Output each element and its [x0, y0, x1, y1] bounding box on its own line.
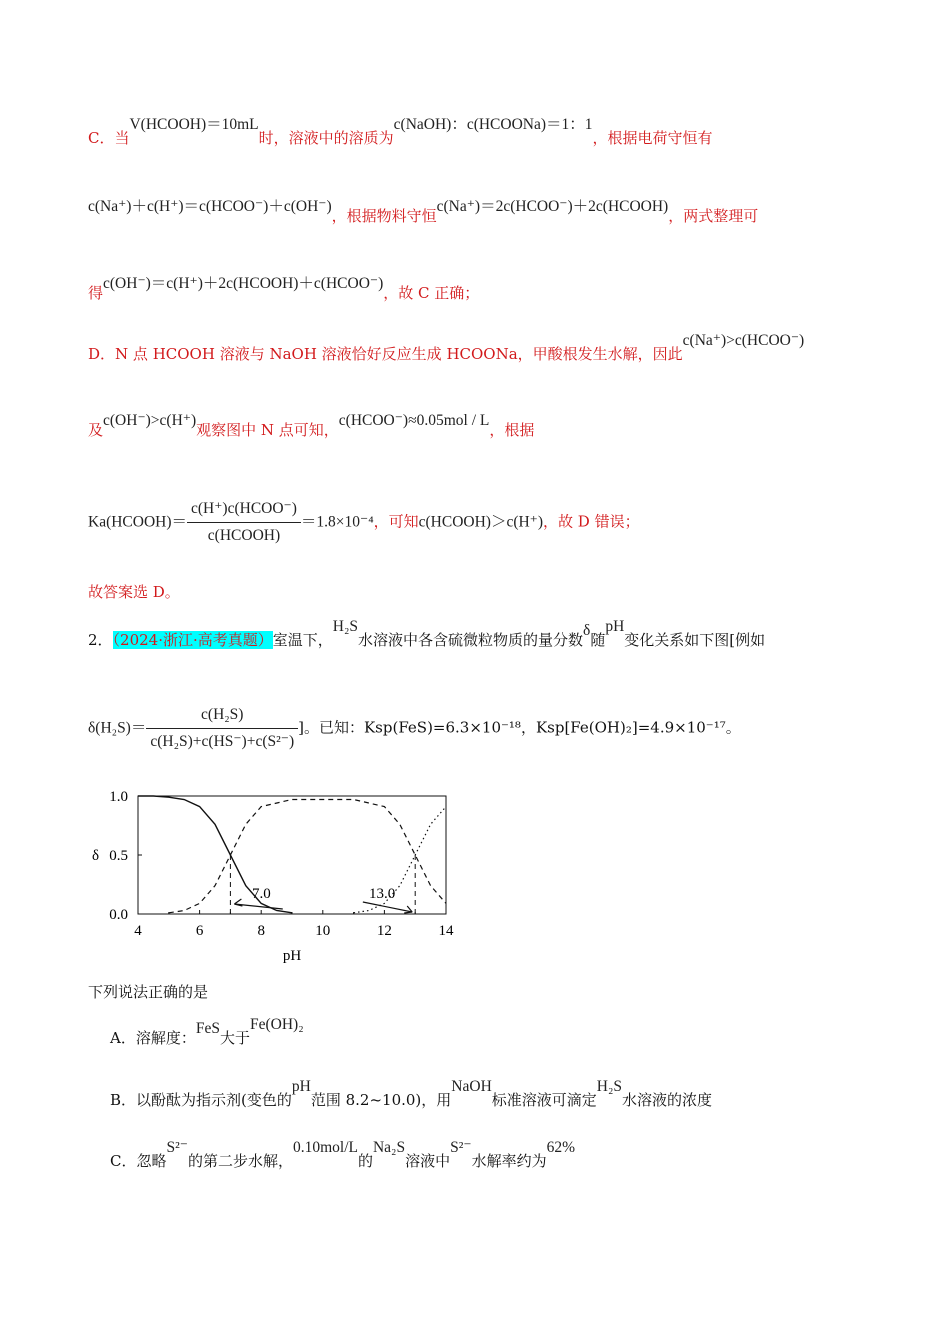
analysis-d-line2: 及c(OH⁻)>c(H⁺)观察图中 N 点可知，c(HCOO⁻)≈0.05mol / L，根据	[88, 412, 535, 439]
formula: Fe(OH)₂	[249, 1016, 304, 1033]
x-tick-label: 14	[438, 923, 454, 939]
question-2-stem: 2．（2024·浙江·高考真题）室温下，H₂S水溶液中各含硫微粒物质的量分数δ随pH变化关系如下图[例如	[88, 618, 766, 649]
formula: c(HCOOH)＞c(H⁺)	[418, 513, 544, 531]
option-a: A．溶解度：FeS大于Fe(OH)₂	[110, 1016, 304, 1047]
formula: c(Na⁺)＝2c(HCOO⁻)＋2c(HCOOH)	[436, 198, 669, 215]
distribution-chart	[86, 782, 466, 967]
x-axis-label: pH	[282, 948, 302, 964]
formula: c(HCOO⁻)≈0.05mol / L	[338, 412, 490, 429]
plot-frame	[138, 796, 446, 914]
formula: c(Na⁺)＋c(H⁺)＝c(HCOO⁻)＋c(OH⁻)	[88, 198, 332, 215]
formula: c(OH⁻)>c(H⁺)	[103, 412, 197, 429]
arrow-13	[363, 902, 412, 912]
annotation-label: 13.0	[369, 886, 396, 902]
x-tick-label: 4	[134, 923, 142, 939]
analysis-c-line3: 得c(OH⁻)＝c(H⁺)＋2c(HCOOH)＋c(HCOO⁻)，故 C 正确；	[88, 275, 480, 302]
formula: S²⁻	[166, 1139, 188, 1156]
formula: c(NaOH)：c(HCOONa)＝1：1	[393, 116, 593, 133]
formula: H₂S	[332, 618, 358, 635]
formula: 0.10mol/L	[292, 1139, 358, 1156]
answer-line: 故答案选 D。	[88, 583, 180, 601]
question-prompt: 下列说法正确的是	[88, 983, 209, 1001]
option-c: C．忽略S²⁻的第二步水解，0.10mol/L的Na₂S溶液中S²⁻水解率约为62%	[110, 1139, 575, 1170]
formula: S²⁻	[450, 1139, 472, 1156]
series-line-dotted	[354, 807, 446, 913]
x-tick-label: 8	[257, 923, 265, 939]
x-tick-label: 12	[376, 923, 392, 939]
formula: V(HCOOH)＝10mL	[129, 116, 259, 133]
x-tick-label: 10	[315, 923, 331, 939]
annotation-label: 7.0	[251, 886, 271, 902]
y-axis-label: δ	[92, 848, 100, 864]
source-tag: （2024·浙江·高考真题）	[112, 631, 273, 649]
y-tick-label: 0.0	[109, 907, 128, 923]
formula: c(Na⁺)>c(HCOO⁻)	[682, 332, 805, 349]
arrow-7	[234, 904, 282, 909]
delta-fraction: $\frac{\text{c(H₂S)}}{\text{c(H₂S)+c(HS⁻)+c(S²⁻)}}$	[146, 704, 298, 753]
analysis-d-line1: D．N 点 HCOOH 溶液与 NaOH 溶液恰好反应生成 HCOONa，甲酸根发生水解，因此c(Na⁺)>c(HCOO⁻)	[88, 332, 805, 363]
analysis-c-line2: c(Na⁺)＋c(H⁺)＝c(HCOO⁻)＋c(OH⁻)，根据物料守恒c(Na⁺)＝2c(HCOO⁻)＋2c(HCOOH)，两式整理可	[88, 198, 759, 225]
ka-fraction: $\frac{\text{c(H⁺)c(HCOO⁻)}}{\text{c(HCOOH)}}$	[187, 498, 301, 547]
formula: 62%	[546, 1139, 575, 1156]
formula: FeS	[195, 1020, 220, 1037]
analysis-c-line1: C．当V(HCOOH)＝10mL时，溶液中的溶质为c(NaOH)：c(HCOONa)＝1：1，根据电荷守恒有	[88, 116, 713, 147]
question-2-definition: δ(H₂S)＝ $\frac{\text{c(H₂S)}}{\text{c(H₂S)+c(HS⁻)+c(S²⁻)}}$ ]。已知：Ksp(FeS)=6.3×10⁻¹⁸，Ksp[Fe(OH)₂]=4.9×10⁻¹⁷。	[88, 704, 741, 753]
formula: H₂S	[596, 1078, 622, 1095]
formula: NaOH	[451, 1078, 492, 1095]
formula: Na₂S	[372, 1139, 406, 1156]
option-b: B．以酚酞为指示剂(变色的pH范围 8.2~10.0)，用NaOH标准溶液可滴定H₂S水溶液的浓度	[110, 1078, 713, 1109]
formula: δ	[583, 622, 591, 639]
formula: pH	[291, 1078, 311, 1095]
formula: c(OH⁻)＝c(H⁺)＋2c(HCOOH)＋c(HCOO⁻)	[103, 275, 384, 292]
series-line-dashed	[169, 800, 446, 913]
arrowhead-13	[404, 906, 412, 913]
y-tick-label: 0.5	[109, 848, 128, 864]
analysis-d-line3: Ka(HCOOH)＝ $\frac{\text{c(H⁺)c(HCOO⁻)}}{\text{c(HCOOH)}}$ ＝1.8×10⁻⁴，可知c(HCOOH)＞c(H⁺)，故 D 错误；	[88, 498, 640, 547]
y-tick-label: 1.0	[109, 789, 128, 805]
x-tick-label: 6	[195, 923, 204, 939]
formula: pH	[605, 618, 625, 635]
